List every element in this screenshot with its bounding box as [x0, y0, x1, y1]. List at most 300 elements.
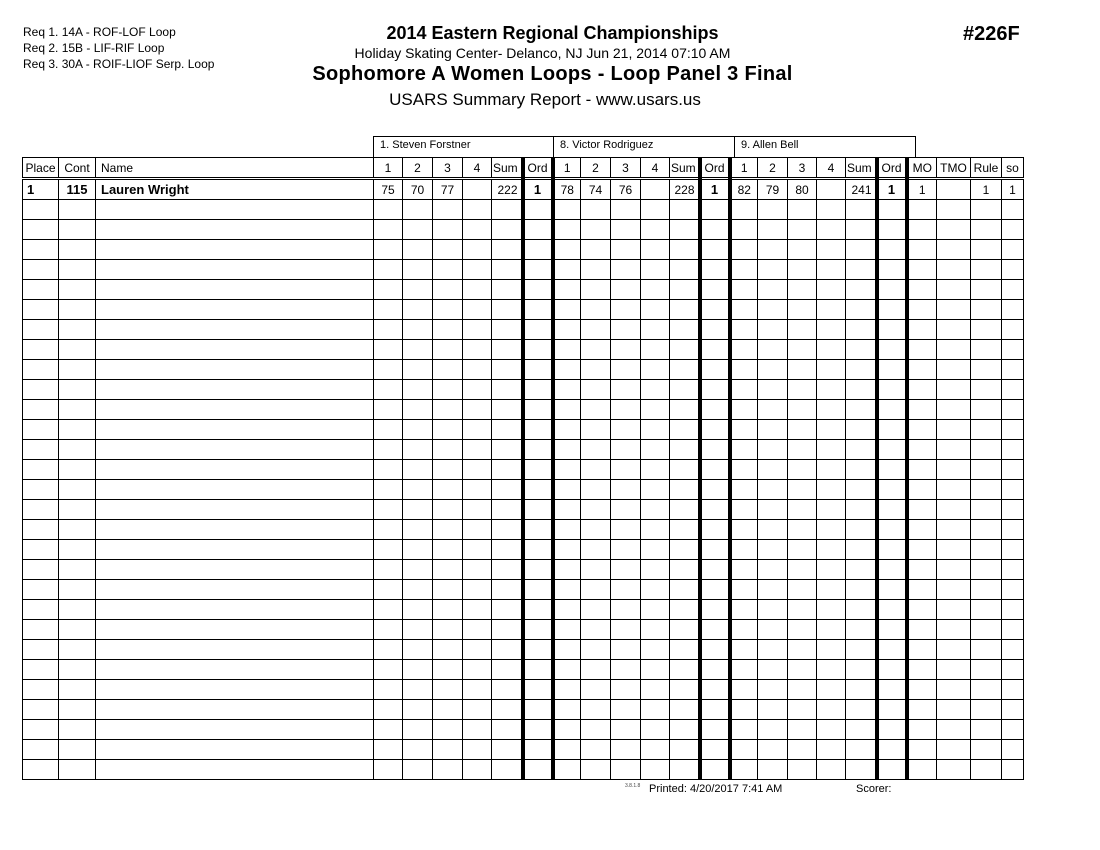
- empty-cell: [23, 400, 59, 420]
- empty-cell: [523, 340, 553, 360]
- empty-cell: [730, 700, 758, 720]
- empty-cell: [700, 520, 730, 540]
- empty-cell: [700, 460, 730, 480]
- empty-cell: [433, 400, 463, 420]
- empty-cell: [971, 200, 1002, 220]
- empty-cell: [971, 460, 1002, 480]
- empty-cell: [846, 460, 877, 480]
- empty-cell: [758, 200, 788, 220]
- empty-cell: [846, 220, 877, 240]
- empty-cell: [846, 700, 877, 720]
- empty-cell: [463, 320, 492, 340]
- empty-cell: [971, 620, 1002, 640]
- empty-cell: [374, 300, 403, 320]
- empty-cell: [670, 320, 700, 340]
- empty-cell: [700, 320, 730, 340]
- mo-cell: 1: [907, 179, 937, 200]
- empty-cell: [374, 340, 403, 360]
- empty-cell: [817, 300, 846, 320]
- empty-cell: [23, 440, 59, 460]
- j2-score-1: 78: [553, 179, 581, 200]
- empty-cell: [523, 560, 553, 580]
- empty-cell: [23, 680, 59, 700]
- empty-cell: [23, 740, 59, 760]
- empty-cell: [403, 440, 433, 460]
- empty-cell: [581, 460, 611, 480]
- empty-cell: [59, 480, 96, 500]
- empty-cell: [403, 600, 433, 620]
- empty-cell: [641, 560, 670, 580]
- empty-cell: [433, 560, 463, 580]
- empty-cell: [758, 760, 788, 780]
- empty-cell: [971, 600, 1002, 620]
- empty-cell: [611, 600, 641, 620]
- empty-cell: [1002, 340, 1024, 360]
- empty-cell: [700, 560, 730, 580]
- empty-cell: [553, 200, 581, 220]
- empty-cell: [937, 400, 971, 420]
- empty-cell: [611, 240, 641, 260]
- empty-cell: [971, 360, 1002, 380]
- empty-cell: [670, 560, 700, 580]
- empty-cell: [23, 640, 59, 660]
- empty-cell: [907, 560, 937, 580]
- empty-cell: [96, 700, 374, 720]
- table-row: [23, 400, 1024, 420]
- empty-cell: [730, 360, 758, 380]
- empty-cell: [553, 220, 581, 240]
- empty-cell: [670, 240, 700, 260]
- empty-cell: [523, 400, 553, 420]
- table-row: [23, 260, 1024, 280]
- empty-cell: [611, 620, 641, 640]
- empty-cell: [553, 680, 581, 700]
- empty-cell: [463, 500, 492, 520]
- empty-cell: [553, 600, 581, 620]
- empty-cell: [907, 680, 937, 700]
- empty-cell: [403, 740, 433, 760]
- empty-cell: [23, 420, 59, 440]
- empty-cell: [611, 540, 641, 560]
- empty-cell: [788, 300, 817, 320]
- j1-col-3: 3: [433, 158, 463, 179]
- empty-cell: [817, 240, 846, 260]
- empty-cell: [523, 660, 553, 680]
- empty-cell: [641, 640, 670, 660]
- empty-cell: [523, 540, 553, 560]
- empty-cell: [788, 580, 817, 600]
- empty-cell: [23, 560, 59, 580]
- empty-cell: [758, 520, 788, 540]
- empty-cell: [1002, 620, 1024, 640]
- empty-cell: [730, 400, 758, 420]
- empty-cell: [907, 300, 937, 320]
- empty-cell: [523, 360, 553, 380]
- place-cell: 1: [23, 179, 59, 200]
- empty-cell: [758, 380, 788, 400]
- empty-cell: [374, 480, 403, 500]
- empty-cell: [670, 280, 700, 300]
- empty-cell: [758, 700, 788, 720]
- empty-cell: [403, 200, 433, 220]
- empty-cell: [492, 340, 523, 360]
- empty-cell: [846, 420, 877, 440]
- empty-cell: [96, 480, 374, 500]
- empty-cell: [96, 680, 374, 700]
- empty-cell: [730, 640, 758, 660]
- empty-cell: [641, 460, 670, 480]
- venue-line: Holiday Skating Center- Delanco, NJ Jun 21, 2014 07:10 AM: [354, 45, 731, 61]
- empty-cell: [374, 700, 403, 720]
- empty-cell: [1002, 540, 1024, 560]
- empty-cell: [611, 460, 641, 480]
- empty-cell: [23, 600, 59, 620]
- empty-cell: [553, 580, 581, 600]
- empty-cell: [788, 660, 817, 680]
- empty-cell: [758, 640, 788, 660]
- col-name: Name: [96, 158, 374, 179]
- judge-header-2: 8. Victor Rodriguez: [553, 136, 735, 157]
- empty-cell: [581, 620, 611, 640]
- empty-cell: [492, 740, 523, 760]
- empty-cell: [96, 280, 374, 300]
- empty-cell: [96, 360, 374, 380]
- j1-sum: 222: [492, 179, 523, 200]
- col-cont: Cont: [59, 158, 96, 179]
- empty-cell: [611, 280, 641, 300]
- empty-cell: [846, 560, 877, 580]
- empty-cell: [1002, 740, 1024, 760]
- empty-cell: [758, 600, 788, 620]
- empty-cell: [433, 540, 463, 560]
- empty-cell: [817, 260, 846, 280]
- empty-cell: [374, 640, 403, 660]
- empty-cell: [730, 680, 758, 700]
- empty-cell: [553, 740, 581, 760]
- empty-cell: [581, 760, 611, 780]
- empty-cell: [611, 360, 641, 380]
- empty-cell: [581, 720, 611, 740]
- empty-cell: [492, 220, 523, 240]
- col-so: so: [1002, 158, 1024, 179]
- empty-cell: [374, 520, 403, 540]
- empty-cell: [403, 320, 433, 340]
- empty-cell: [700, 600, 730, 620]
- empty-cell: [96, 640, 374, 660]
- empty-cell: [463, 560, 492, 580]
- empty-cell: [758, 300, 788, 320]
- empty-cell: [846, 660, 877, 680]
- j1-col-2: 2: [403, 158, 433, 179]
- empty-cell: [641, 520, 670, 540]
- j1-col-sum: Sum: [492, 158, 523, 179]
- empty-cell: [374, 400, 403, 420]
- table-row: [23, 240, 1024, 260]
- empty-cell: [553, 480, 581, 500]
- empty-cell: [581, 600, 611, 620]
- empty-cell: [846, 680, 877, 700]
- empty-cell: [523, 640, 553, 660]
- empty-cell: [817, 200, 846, 220]
- empty-cell: [817, 720, 846, 740]
- empty-cell: [971, 300, 1002, 320]
- empty-cell: [971, 700, 1002, 720]
- table-row: [23, 620, 1024, 640]
- empty-cell: [971, 540, 1002, 560]
- empty-cell: [758, 580, 788, 600]
- empty-cell: [1002, 700, 1024, 720]
- empty-cell: [523, 760, 553, 780]
- empty-cell: [403, 360, 433, 380]
- empty-cell: [937, 700, 971, 720]
- empty-cell: [971, 420, 1002, 440]
- table-row: [23, 500, 1024, 520]
- empty-cell: [730, 220, 758, 240]
- empty-cell: [877, 640, 907, 660]
- empty-cell: [463, 580, 492, 600]
- empty-cell: [463, 380, 492, 400]
- empty-cell: [877, 220, 907, 240]
- empty-cell: [846, 240, 877, 260]
- empty-cell: [907, 720, 937, 740]
- empty-cell: [907, 340, 937, 360]
- empty-cell: [23, 240, 59, 260]
- empty-cell: [581, 640, 611, 660]
- empty-cell: [700, 720, 730, 740]
- empty-cell: [581, 240, 611, 260]
- empty-cell: [788, 700, 817, 720]
- empty-cell: [553, 540, 581, 560]
- empty-cell: [523, 380, 553, 400]
- empty-cell: [907, 240, 937, 260]
- j1-ordinal: 1: [523, 179, 553, 200]
- empty-cell: [1002, 560, 1024, 580]
- empty-cell: [433, 420, 463, 440]
- empty-cell: [403, 300, 433, 320]
- empty-cell: [788, 340, 817, 360]
- empty-cell: [433, 640, 463, 660]
- empty-cell: [877, 700, 907, 720]
- empty-cell: [641, 240, 670, 260]
- empty-cell: [553, 360, 581, 380]
- empty-cell: [788, 520, 817, 540]
- empty-cell: [611, 640, 641, 660]
- header-row: [23, 158, 1024, 179]
- empty-cell: [492, 480, 523, 500]
- empty-cell: [641, 660, 670, 680]
- empty-cell: [730, 500, 758, 520]
- j2-col-3: 3: [611, 158, 641, 179]
- empty-cell: [433, 740, 463, 760]
- results-table: [22, 157, 1024, 780]
- empty-cell: [877, 240, 907, 260]
- empty-cell: [1002, 440, 1024, 460]
- empty-cell: [730, 200, 758, 220]
- empty-cell: [877, 620, 907, 640]
- empty-cell: [96, 240, 374, 260]
- empty-cell: [937, 200, 971, 220]
- empty-cell: [523, 500, 553, 520]
- empty-cell: [433, 760, 463, 780]
- empty-cell: [581, 280, 611, 300]
- empty-cell: [553, 520, 581, 540]
- empty-cell: [611, 380, 641, 400]
- empty-cell: [730, 340, 758, 360]
- empty-cell: [641, 340, 670, 360]
- empty-cell: [1002, 260, 1024, 280]
- empty-cell: [641, 380, 670, 400]
- empty-cell: [937, 600, 971, 620]
- empty-cell: [23, 260, 59, 280]
- empty-cell: [670, 660, 700, 680]
- empty-cell: [463, 600, 492, 620]
- empty-cell: [937, 640, 971, 660]
- empty-cell: [700, 280, 730, 300]
- empty-cell: [492, 680, 523, 700]
- empty-cell: [730, 420, 758, 440]
- empty-cell: [23, 720, 59, 740]
- empty-cell: [788, 260, 817, 280]
- empty-cell: [433, 320, 463, 340]
- empty-cell: [700, 380, 730, 400]
- empty-cell: [758, 320, 788, 340]
- empty-cell: [59, 740, 96, 760]
- empty-cell: [492, 640, 523, 660]
- empty-cell: [817, 620, 846, 640]
- empty-cell: [971, 580, 1002, 600]
- empty-cell: [23, 300, 59, 320]
- empty-cell: [523, 680, 553, 700]
- j2-col-ord: Ord: [700, 158, 730, 179]
- empty-cell: [96, 340, 374, 360]
- empty-cell: [433, 340, 463, 360]
- empty-cell: [59, 320, 96, 340]
- table-row: [23, 460, 1024, 480]
- empty-cell: [670, 460, 700, 480]
- empty-cell: [730, 260, 758, 280]
- empty-cell: [907, 200, 937, 220]
- empty-cell: [553, 420, 581, 440]
- empty-cell: [403, 260, 433, 280]
- empty-cell: [581, 300, 611, 320]
- j3-ordinal: 1: [877, 179, 907, 200]
- event-number: #226F: [963, 23, 1020, 45]
- empty-cell: [788, 620, 817, 640]
- scorer-label: Scorer:: [856, 783, 892, 795]
- empty-cell: [553, 720, 581, 740]
- empty-cell: [581, 500, 611, 520]
- table-row: [23, 300, 1024, 320]
- empty-cell: [641, 600, 670, 620]
- empty-cell: [971, 340, 1002, 360]
- empty-cell: [611, 220, 641, 240]
- empty-cell: [433, 280, 463, 300]
- empty-cell: [553, 380, 581, 400]
- j3-score-2: 79: [758, 179, 788, 200]
- empty-cell: [403, 540, 433, 560]
- empty-cell: [670, 400, 700, 420]
- empty-cell: [730, 760, 758, 780]
- empty-cell: [817, 380, 846, 400]
- empty-cell: [788, 560, 817, 580]
- empty-cell: [907, 600, 937, 620]
- so-cell: 1: [1002, 179, 1024, 200]
- empty-cell: [463, 660, 492, 680]
- empty-cell: [730, 720, 758, 740]
- table-row: [23, 320, 1024, 340]
- empty-cell: [1002, 420, 1024, 440]
- empty-cell: [817, 220, 846, 240]
- empty-cell: [700, 260, 730, 280]
- empty-cell: [641, 400, 670, 420]
- empty-cell: [581, 520, 611, 540]
- empty-cell: [907, 620, 937, 640]
- empty-cell: [492, 460, 523, 480]
- empty-cell: [96, 420, 374, 440]
- empty-cell: [846, 500, 877, 520]
- empty-cell: [937, 620, 971, 640]
- j1-col-1: 1: [374, 158, 403, 179]
- empty-cell: [730, 480, 758, 500]
- empty-cell: [1002, 580, 1024, 600]
- empty-cell: [403, 240, 433, 260]
- empty-cell: [581, 680, 611, 700]
- empty-cell: [523, 740, 553, 760]
- empty-cell: [907, 520, 937, 540]
- empty-cell: [971, 240, 1002, 260]
- empty-cell: [700, 500, 730, 520]
- empty-cell: [641, 480, 670, 500]
- empty-cell: [907, 320, 937, 340]
- empty-cell: [700, 440, 730, 460]
- empty-cell: [553, 320, 581, 340]
- empty-cell: [611, 560, 641, 580]
- empty-cell: [758, 620, 788, 640]
- empty-cell: [23, 540, 59, 560]
- empty-cell: [492, 500, 523, 520]
- empty-cell: [523, 460, 553, 480]
- empty-cell: [1002, 480, 1024, 500]
- empty-cell: [877, 580, 907, 600]
- table-row: [23, 560, 1024, 580]
- empty-cell: [374, 620, 403, 640]
- j1-score-3: 77: [433, 179, 463, 200]
- empty-cell: [907, 640, 937, 660]
- empty-cell: [641, 300, 670, 320]
- table-row: [23, 340, 1024, 360]
- empty-cell: [937, 440, 971, 460]
- empty-cell: [581, 260, 611, 280]
- empty-cell: [700, 200, 730, 220]
- empty-cell: [817, 740, 846, 760]
- empty-cell: [23, 500, 59, 520]
- empty-cell: [433, 720, 463, 740]
- empty-cell: [59, 400, 96, 420]
- empty-cell: [846, 200, 877, 220]
- empty-cell: [971, 440, 1002, 460]
- empty-cell: [907, 480, 937, 500]
- empty-cell: [846, 580, 877, 600]
- empty-cell: [788, 460, 817, 480]
- empty-cell: [641, 220, 670, 240]
- empty-cell: [59, 260, 96, 280]
- empty-cell: [670, 540, 700, 560]
- empty-cell: [846, 480, 877, 500]
- empty-cell: [1002, 280, 1024, 300]
- j2-col-4: 4: [641, 158, 670, 179]
- empty-cell: [581, 400, 611, 420]
- empty-cell: [403, 420, 433, 440]
